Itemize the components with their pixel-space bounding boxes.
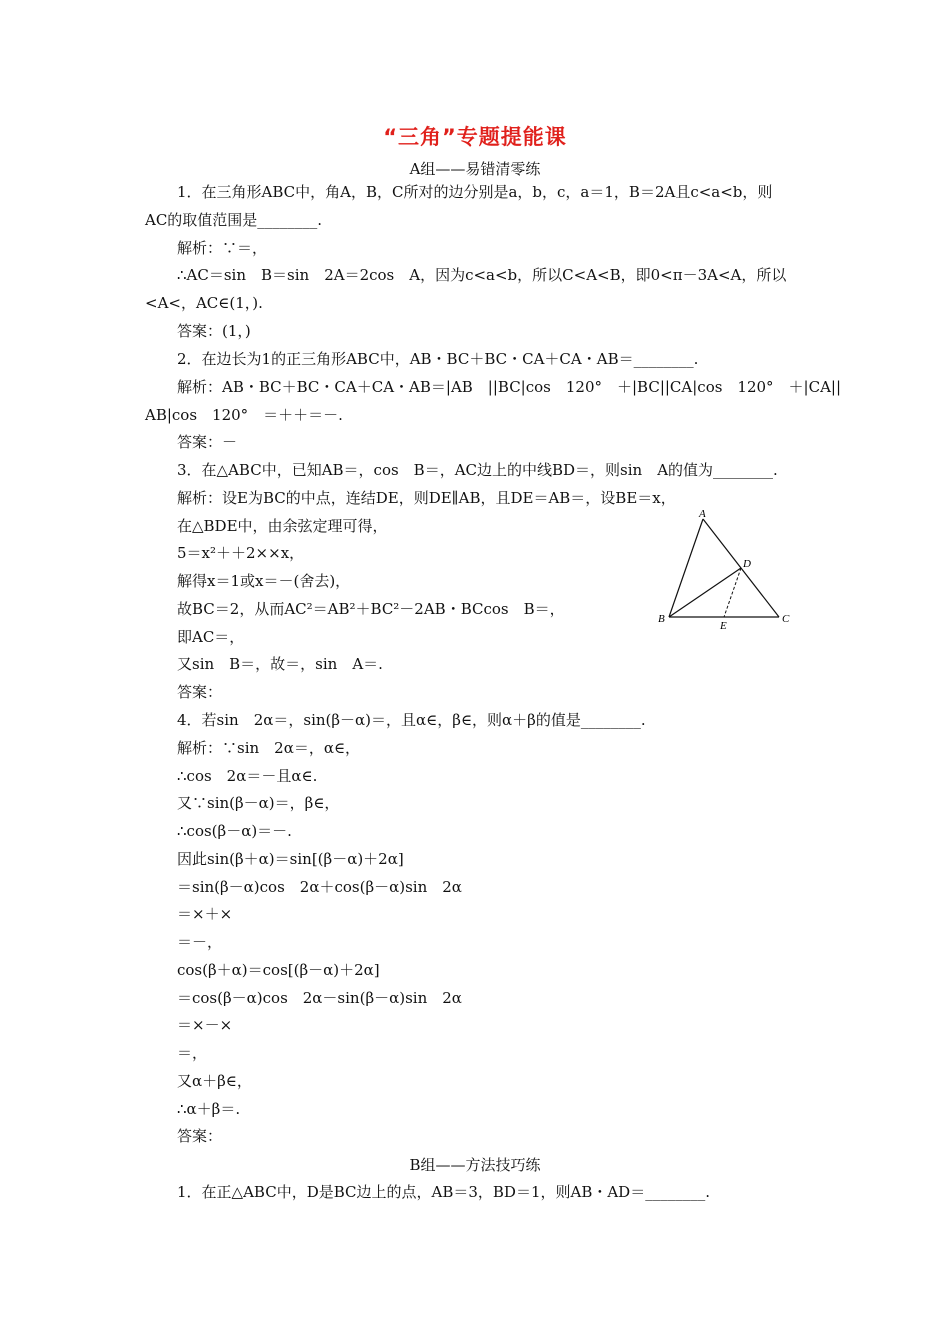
problem-text-line: AC的取值范围是________. (145, 211, 323, 229)
vertex-label-c: C (782, 613, 790, 625)
solution-line: ＝sin(β－α)cos 2α＋cos(β－α)sin 2α (177, 878, 462, 896)
solution-line: 解析：∵＝， (177, 239, 268, 257)
solution-line: 解得x＝1或x＝－(舍去)， (177, 572, 351, 590)
solution-line: 5＝x²＋＋2××x， (177, 544, 305, 562)
problem-text-line: 3．在△ABC中，已知AB＝，cos B＝，AC边上的中线BD＝，则sin A的值为________. (177, 461, 778, 479)
solution-line: 即AC＝， (177, 628, 245, 646)
answer-line: 答案：(1，) (177, 322, 251, 340)
section-heading-b: B组——方法技巧练 (409, 1156, 541, 1174)
solution-line: 又α＋β∈， (177, 1072, 252, 1090)
problem-text-line: 1．在正△ABC中，D是BC边上的点，AB＝3，BD＝1，则AB・AD＝________. (177, 1183, 710, 1201)
vertex-label-a: A (699, 508, 706, 520)
solution-line: ∴cos 2α＝－且α∈. (177, 767, 318, 785)
median-bd (669, 568, 741, 617)
solution-line: 解析：AB・BC＋BC・CA＋CA・AB＝|AB ||BC|cos 120° ＋|BC||CA|cos 120° ＋|CA|| (177, 378, 842, 396)
solution-line: 又sin B＝，故＝，sin A＝. (177, 655, 383, 673)
solution-line: ＝×＋× (177, 905, 233, 923)
solution-line: 在△BDE中，由余弦定理可得， (177, 517, 388, 535)
point-label-d: D (743, 558, 751, 570)
side-ab (669, 519, 703, 617)
solution-line: ∴AC＝sin B＝sin 2A＝2cos A，因为c<a<b，所以C<A<B，即0<π－3A<A，所以 (177, 266, 787, 284)
point-label-e: E (720, 620, 727, 630)
section-heading-a: A组——易错清零练 (409, 160, 541, 178)
solution-line: 解析：∵sin 2α＝，α∈， (177, 739, 361, 757)
solution-line: 解析：设E为BC的中点，连结DE，则DE∥AB，且DE＝AB＝，设BE＝x， (177, 489, 676, 507)
problem-text-line: 4．若sin 2α＝，sin(β－α)＝，且α∈，β∈，则α＋β的值是________. (177, 711, 646, 729)
problem-text-line: 2．在边长为1的正三角形ABC中，AB・BC＋BC・CA＋CA・AB＝________. (177, 350, 699, 368)
solution-line: ＝×－× (177, 1016, 233, 1034)
page-title: “三角”专题提能课 (383, 125, 567, 149)
solution-line: 故BC＝2，从而AC²＝AB²＋BC²－2AB・BCcos B＝， (177, 600, 565, 618)
answer-line: 答案：－ (177, 433, 238, 451)
solution-line: 又∵sin(β－α)＝，β∈， (177, 794, 340, 812)
triangle-diagram (655, 505, 800, 630)
solution-line: 因此sin(β＋α)＝sin[(β－α)＋2α] (177, 850, 404, 868)
answer-line: 答案： (177, 1127, 223, 1145)
solution-line: <A<，AC∈(1，). (145, 294, 263, 312)
solution-line: ＝－， (177, 933, 223, 951)
vertex-label-b: B (658, 613, 665, 625)
solution-line: cos(β＋α)＝cos[(β－α)＋2α] (177, 961, 380, 979)
problem-text-line: 1．在三角形ABC中，角A，B，C所对的边分别是a，b，c，a＝1，B＝2A且c<a<b，则 (177, 183, 773, 201)
solution-line: ＝， (177, 1044, 208, 1062)
segment-de (724, 568, 741, 617)
solution-line: ∴α＋β＝. (177, 1100, 241, 1118)
answer-line: 答案： (177, 683, 223, 701)
solution-line: ＝cos(β－α)cos 2α－sin(β－α)sin 2α (177, 989, 462, 1007)
solution-line: ∴cos(β－α)＝－. (177, 822, 292, 840)
solution-line: AB|cos 120° ＝＋＋＝－. (145, 406, 343, 424)
